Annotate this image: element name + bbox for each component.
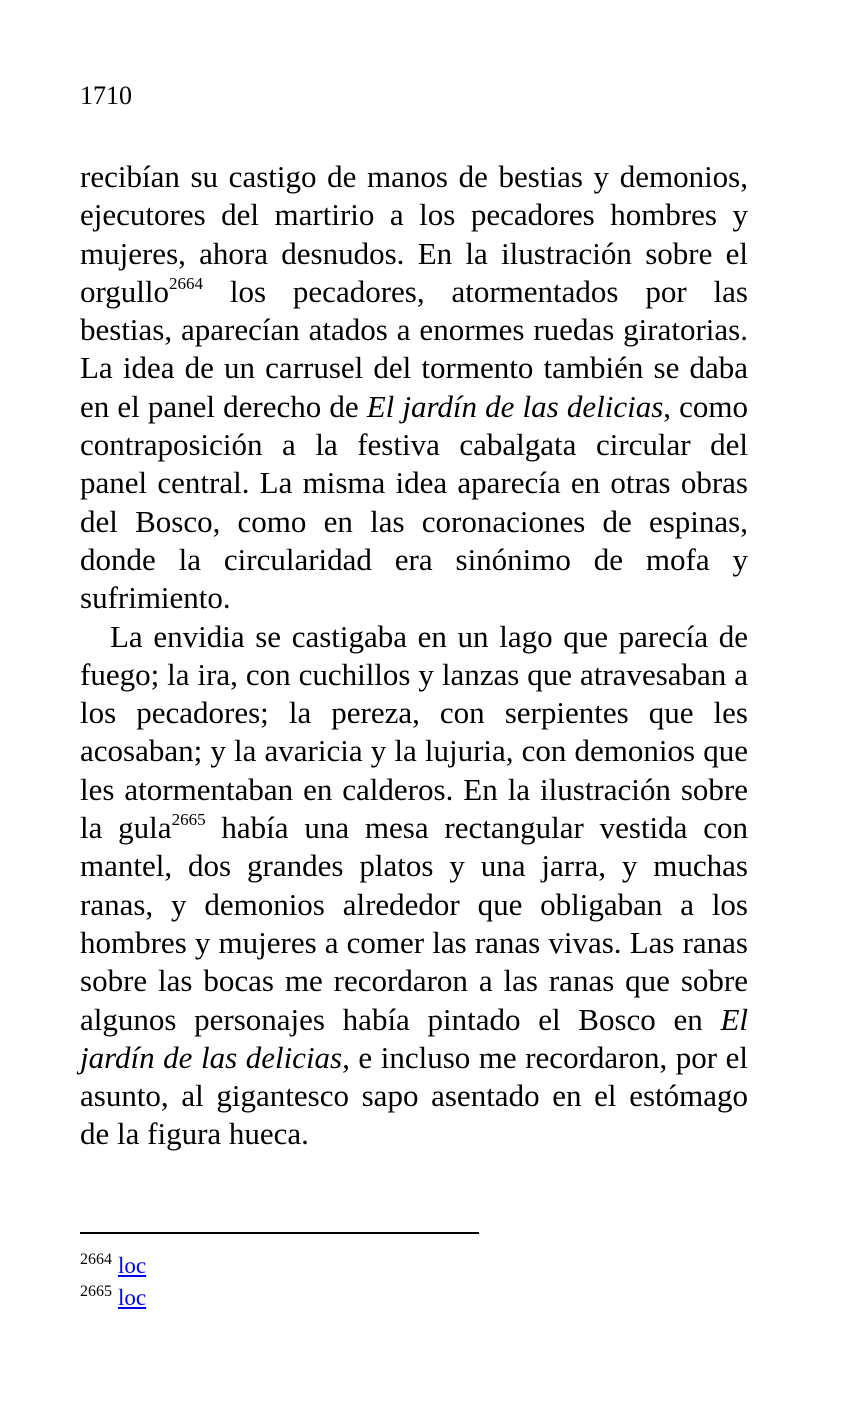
artwork-title: El jardín de las delicias (366, 388, 664, 424)
footnote-2664 (80, 1250, 146, 1282)
body-text (80, 158, 748, 1154)
footnote-number: 2665 (80, 1283, 112, 1300)
paragraph-1-text-b: los pecadores, atormentados por las bestias, aparecían atados a enormes ruedas giratorias. La idea de un carrusel del tormento también se daba en el panel derecho de (80, 273, 748, 424)
paragraph-2 (80, 618, 748, 1154)
paragraph-2-text-c: , e incluso me recordaron, por el asunto, al gigantesco sapo asentado en el estómago de la figura hueca. (80, 1039, 748, 1152)
artwork-title: El jardín de las delicias (80, 1001, 748, 1075)
paragraph-2-text-b: había una mesa rectangular vestida con mantel, dos grandes platos y una jarra, y muchas ranas, y demonios alrededor que obligaban a los hombres y mujeres a comer las ranas vivas. Las ranas sobre las bocas me recordaron a las ranas que sobre algunos personajes había pintado el Bosco en (80, 810, 748, 1037)
paragraph-1-text-c: , como contraposición a la festiva cabalgata circular del panel central. La misma idea aparecía en otras obras del Bosco, como en las coronaciones de espinas, donde la circularidad era sinónimo de mofa y sufrimiento. (80, 388, 749, 616)
footnote-number: 2664 (80, 1251, 112, 1268)
footnote-divider (80, 1232, 479, 1234)
footnote-link[interactable]: loc (118, 1285, 147, 1310)
footnote-reference-2664: 2664 (169, 273, 203, 293)
paragraph-2-text-a: La envidia se castigaba en un lago que parecía de fuego; la ira, con cuchillos y lanzas que atravesaban a los pecadores; la pereza, con serpientes que les acosaban; y la avaricia y la lujuria, con demonios que les atormentaban en calderos. En la ilustración sobre la gula (80, 618, 748, 846)
paragraph-1-text-a: recibían su castigo de manos de bestias y demonios, ejecutores del martirio a los pecadores hombres y mujeres, ahora desnudos. En la ilustración sobre el orgullo (80, 159, 748, 309)
paragraph-1 (80, 158, 748, 618)
footnote-2665 (80, 1282, 146, 1314)
footnote-reference-2665: 2665 (171, 810, 206, 830)
page-number: 1710 (80, 81, 132, 110)
footnote-link[interactable]: loc (118, 1253, 147, 1278)
footnotes (80, 1250, 146, 1314)
